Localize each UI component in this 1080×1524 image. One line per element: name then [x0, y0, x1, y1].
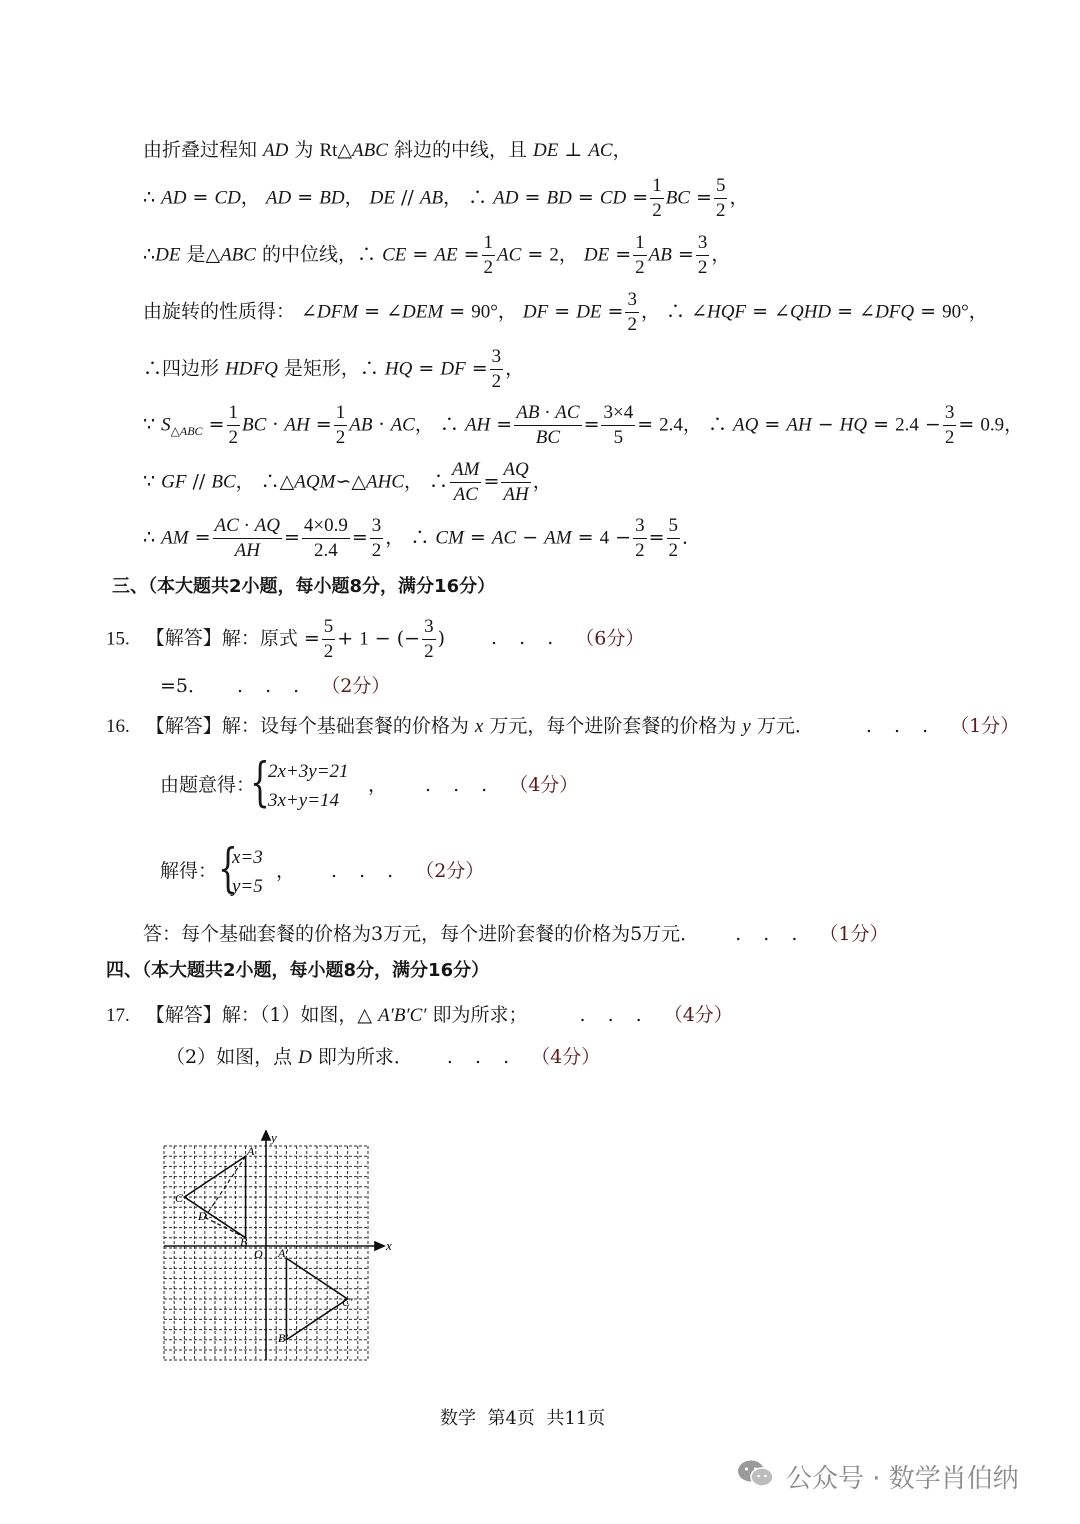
score: （6分） — [575, 627, 645, 650]
point-D-label: D — [198, 1209, 207, 1223]
equation-label: 由题意得： — [160, 774, 256, 796]
question-16-answer: 答：每个基础套餐的价格为3万元，每个进阶套餐的价格为5万元． . . . （1分） — [143, 923, 889, 945]
solution-line-5: ∴四边形 HDFQ 是矩形，∴ HQ = DF = $\frac{3}{2}$ ， — [143, 346, 525, 392]
solution-score: ， . . . （2分） — [276, 860, 485, 882]
solution-line-1: 由折叠过程知 AD 为 Rt△ABC 斜边的中线，且 DE ⊥ AC， — [143, 139, 632, 161]
question-number: 15. — [106, 628, 130, 650]
solution-line-8: ∴ AM = $\frac{AC \cdot AQ}{AH}$ = $\frac{4\times 0.9}{2.4}$ = $\frac{3}{2}$ ， ∴ CM = AC − AM = 4 − $\frac{3}{2}$ = $\frac{5}{2}$ ． — [143, 515, 702, 561]
score: （1分） — [950, 715, 1020, 737]
question-number: 16. — [106, 716, 130, 737]
point-C-label: C — [175, 1191, 184, 1205]
coordinate-grid-figure — [150, 1130, 410, 1370]
point-B2-label: B′ — [278, 1331, 288, 1345]
equation-brace: { — [250, 753, 270, 813]
solution-line-7: ∵ GF // BC， ∴△AQM∽△AHC， ∴ $\frac{AM}{AC}$ = $\frac{AQ}{AH}$ ， — [143, 459, 552, 505]
solution-label: 解得： — [160, 860, 218, 882]
equation-1: 2x+3y=21 — [268, 761, 349, 782]
score: （4分） — [531, 1046, 601, 1068]
score: （4分） — [509, 774, 579, 796]
point-A2-label: A′ — [278, 1246, 288, 1260]
question-17: 17. 【解答】解：（1）如图，△ A′B′C′ 即为所求； . . . （4分） — [106, 1004, 733, 1026]
wechat-icon — [736, 1458, 776, 1488]
question-16: 16. 【解答】解：设每个基础套餐的价格为 x 万元，每个进阶套餐的价格为 y 万元． . . . （1分） — [106, 715, 1020, 737]
answer-tag: 【解答】 — [145, 627, 222, 650]
solution-line-6: ∵ $S_{\triangle ABC}$ = $\frac{1}{2}$ BC · AH = $\frac{1}{2}$ AB · AC， ∴ AH = $\frac{AB \cdot AC}{BC}$ = $\frac{3\times 4}{5}$ = 2.4， ∴ AQ = AH − HQ = 2.4 − $\frac{3}{2}$ = 0.9， — [143, 402, 1024, 448]
section-4-heading: 四、（本大题共2小题，每小题8分，满分16分） — [106, 960, 490, 981]
solution-1: x=3 — [232, 847, 263, 868]
point-C2-label: C′ — [342, 1295, 353, 1309]
solution-brace: { — [218, 839, 238, 899]
page-footer: 数学 第4页 共11页 — [440, 1408, 606, 1429]
question-15: 15. 【解答】解：原式 = $\frac{5}{2}$ + 1 − (− $\frac{3}{2}$ ) . . . （6分） — [106, 616, 645, 662]
answer-tag: 【解答】 — [145, 715, 222, 737]
score: （2分） — [415, 860, 485, 882]
point-B-label: B — [240, 1235, 248, 1249]
point-A-label: A — [247, 1144, 255, 1158]
solution-line-3: ∴DE 是△ABC 的中位线，∴ CE = AE = $\frac{1}{2}$ AC = 2， DE = $\frac{1}{2}$ AB = $\frac{3}{2}$ ， — [143, 232, 731, 278]
axes — [164, 1131, 384, 1360]
question-17-part-2: （2）如图，点 D 即为所求． . . . （4分） — [166, 1046, 601, 1068]
score: （1分） — [819, 923, 889, 945]
solution-line-2: ∴ AD = CD， AD = BD， DE // AB， ∴ AD = BD = CD = $\frac{1}{2}$ BC = $\frac{5}{2}$ ， — [143, 175, 749, 221]
axis-label-y: y — [271, 1130, 277, 1145]
equation-2: 3x+y=14 — [268, 790, 340, 811]
score: （2分） — [321, 675, 391, 697]
origin-label: O — [254, 1247, 263, 1261]
question-15-line-2: =5． . . . （2分） — [160, 675, 391, 697]
equation-score: ， . . . （4分） — [368, 774, 579, 796]
section-3-heading: 三、（本大题共2小题，每小题8分，满分16分） — [112, 576, 496, 597]
solution-line-4: 由旋转的性质得： ∠DFM = ∠DEM = 90°， DF = DE = $\frac{3}{2}$ ， ∴ ∠HQF = ∠QHD = ∠DFQ = 90°， — [143, 289, 988, 335]
answer-tag: 【解答】 — [145, 1004, 222, 1026]
watermark-text: 公众号 · 数学肖伯纳 — [786, 1464, 1019, 1494]
solution-2: y=5 — [232, 876, 263, 897]
score: （4分） — [663, 1004, 733, 1026]
question-number: 17. — [106, 1005, 130, 1026]
axis-label-x: x — [386, 1238, 392, 1253]
